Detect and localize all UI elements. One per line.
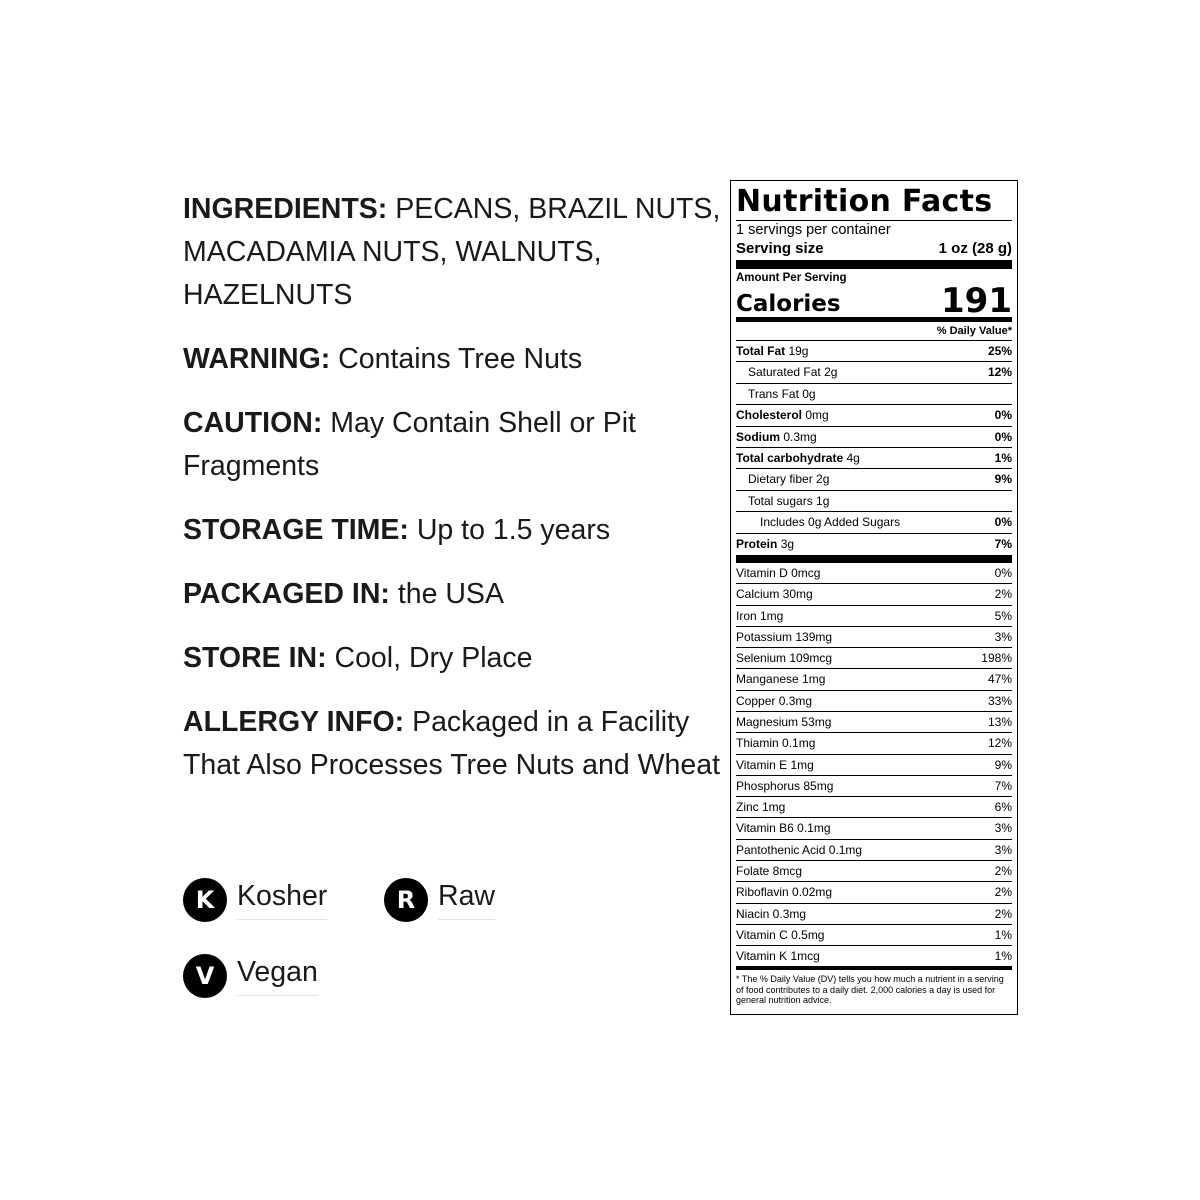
caution-info: CAUTION: May Contain Shell or Pit Fragments (183, 407, 636, 482)
nutrient-row: Total sugars 1g (736, 491, 1012, 512)
vitamin-row: Pantothenic Acid 0.1mg 3% (736, 840, 1012, 861)
nutrient-row: Cholesterol 0mg 0% (736, 405, 1012, 426)
vitamin-row: Iron 1mg 5% (736, 606, 1012, 627)
raw-badge (384, 878, 495, 922)
vitamin-row: Thiamin 0.1mg 12% (736, 733, 1012, 754)
vegan-icon: V (183, 954, 227, 998)
vitamin-row: Copper 0.3mg 33% (736, 691, 1012, 712)
kosher-icon: K (183, 878, 227, 922)
kosher-badge (183, 878, 327, 922)
amount-per-serving: Amount Per Serving (736, 272, 847, 284)
nutrient-row: Protein 3g 7% (736, 536, 1012, 551)
nutrient-row: Sodium 0.3mg 0% (736, 427, 1012, 448)
ingredients-info: INGREDIENTS: PECANS, BRAZIL NUTS, MACADAMIA NUTS, WALNUTS, HAZELNUTS (183, 193, 721, 311)
store-in-info: STORE IN: Cool, Dry Place (183, 642, 533, 674)
vitamin-row: Magnesium 53mg 13% (736, 712, 1012, 733)
thick-divider (736, 554, 1012, 563)
vitamin-row: Vitamin B6 0.1mg 3% (736, 818, 1012, 839)
vegan-label: Vegan (237, 956, 318, 996)
vitamin-row: Niacin 0.3mg 2% (736, 904, 1012, 925)
daily-value-header: % Daily Value* (736, 322, 1012, 341)
kosher-label: Kosher (237, 880, 327, 920)
vitamin-row: Zinc 1mg 6% (736, 797, 1012, 818)
vitamin-row: Phosphorus 85mg 7% (736, 776, 1012, 797)
nutrient-row: Total Fat 19g 25% (736, 341, 1012, 362)
servings-per-container: 1 servings per container (736, 222, 891, 238)
warning-info: WARNING: Contains Tree Nuts (183, 343, 583, 375)
vitamin-row: Folate 8mcg 2% (736, 861, 1012, 882)
vitamin-row: Calcium 30mg 2% (736, 584, 1012, 605)
nutrient-row: Trans Fat 0g (736, 384, 1012, 405)
vitamin-row: Manganese 1mg 47% (736, 669, 1012, 690)
nutrient-row: Includes 0g Added Sugars 0% (736, 512, 1012, 533)
nutrient-row: Dietary fiber 2g 9% (736, 469, 1012, 490)
calories-value: 191 (941, 281, 1012, 321)
vitamin-row: Vitamin C 0.5mg 1% (736, 925, 1012, 946)
raw-label: Raw (438, 880, 495, 920)
vitamin-row: Vitamin E 1mg 9% (736, 755, 1012, 776)
daily-value-footnote: * The % Daily Value (DV) tells you how much a nutrient in a serving of food contributes to a daily diet. 2,000 calories a day is used for general nutrition advice. (736, 974, 1004, 1006)
vitamin-row: Riboflavin 0.02mg 2% (736, 882, 1012, 903)
allergy-info: ALLERGY INFO: Packaged in a Facility That Also Processes Tree Nuts and Wheat (183, 706, 721, 781)
nutrient-row: Saturated Fat 2g 12% (736, 362, 1012, 383)
product-info (183, 188, 723, 808)
raw-icon: R (384, 878, 428, 922)
vitamin-row: Vitamin D 0mcg 0% (736, 563, 1012, 584)
vitamin-row: Potassium 139mg 3% (736, 627, 1012, 648)
nutrition-facts-title: Nutrition Facts (736, 184, 1012, 221)
vitamin-row: Selenium 109mcg 198% (736, 648, 1012, 669)
serving-size: Serving size 1 oz (28 g) (736, 239, 1012, 269)
packaged-in-info: PACKAGED IN: the USA (183, 578, 504, 610)
calories-row: Calories 191 (736, 281, 1012, 321)
nutrition-facts-panel (730, 180, 1018, 1015)
nutrient-row: Total carbohydrate 4g 1% (736, 448, 1012, 469)
vitamin-row: Vitamin K 1mcg 1% (736, 946, 1012, 970)
diet-badges (183, 878, 543, 1008)
vegan-badge (183, 954, 318, 998)
storage-time-info: STORAGE TIME: Up to 1.5 years (183, 514, 611, 546)
